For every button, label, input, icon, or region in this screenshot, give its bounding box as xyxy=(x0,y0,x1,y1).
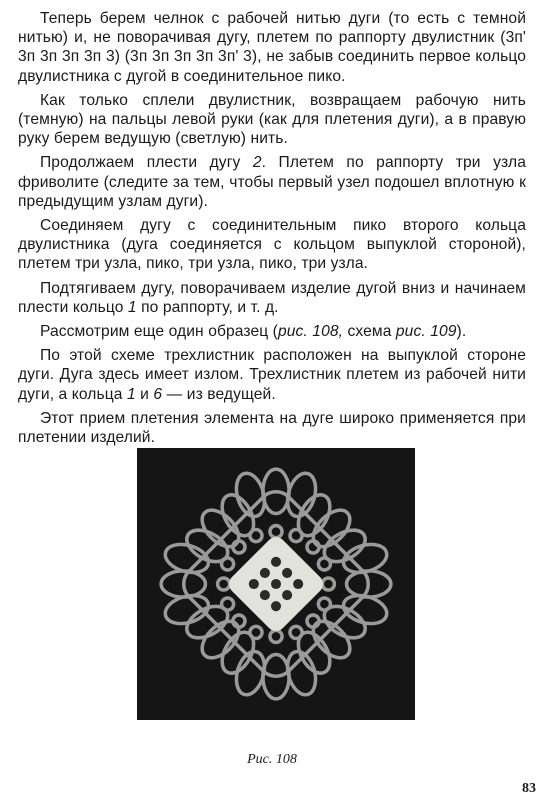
lace-picot xyxy=(220,556,236,572)
lace-center-dot xyxy=(293,579,303,589)
paragraph xyxy=(18,153,526,211)
lace-picot xyxy=(317,596,333,612)
lace-picot xyxy=(288,528,304,544)
lace-picot xyxy=(220,596,236,612)
lace-ring xyxy=(195,615,245,665)
text-run: ). xyxy=(456,323,467,341)
paragraph xyxy=(18,322,526,341)
text-run: Теперь берем челнок с рабочей нитью дуги (то есть с темной нитью) и, не поворачивая дугу, плетем по раппорту двулистник (3п' 3п 3п 3п 3п 3) (3п 3п 3п 3п 3п' 3), не забыв соединить первое кольцо двулистника с дугой в соединительное пико. xyxy=(18,10,526,85)
lace-picot xyxy=(322,578,334,590)
lace-center-dot xyxy=(282,590,292,600)
lace-center-dot xyxy=(271,579,281,589)
paragraph xyxy=(18,279,526,317)
lace-center-dot xyxy=(260,590,270,600)
text-run: по раппорту, и т. д. xyxy=(136,298,279,316)
italic-text: 1 xyxy=(127,298,137,316)
lace-center-dot xyxy=(271,601,281,611)
text-run: — из ведущей. xyxy=(162,385,276,403)
lace-ring xyxy=(216,490,260,541)
italic-text: 6 xyxy=(153,385,163,403)
italic-text: 2 xyxy=(252,154,262,172)
body-text xyxy=(18,9,526,447)
text-run: Рассмотрим еще один образец ( xyxy=(40,323,278,341)
lace-center-dot xyxy=(271,557,281,567)
lace-picot xyxy=(230,613,247,630)
lace-ring xyxy=(195,503,245,553)
lace-picot xyxy=(305,538,322,555)
text-run: схема xyxy=(343,323,396,341)
text-run: . Плетем по раппорту три узла фриволите (следите за тем, чтобы первый узел подошел вплотную к предыдущим узлам дуги). xyxy=(18,154,527,210)
paragraph xyxy=(18,346,526,404)
text-run: и xyxy=(135,385,154,403)
lace-center-dot xyxy=(260,568,270,578)
paragraph xyxy=(18,409,526,447)
lace-picot xyxy=(248,625,264,641)
text-run: По этой схеме трехлистник расположен на выпуклой стороне дуги. Дуга здесь имеет излом. Трехлистник плетем из рабочей нити дуги, а кольца xyxy=(18,347,526,403)
lace-picot xyxy=(317,556,333,572)
lace-picot xyxy=(288,625,304,641)
paragraph xyxy=(18,216,526,274)
lace-picot xyxy=(248,528,264,544)
lace-picot xyxy=(218,578,230,590)
lace-center-dot xyxy=(249,579,259,589)
lace-picot xyxy=(230,538,247,555)
text-run: Как только сплели двулистник, возвращаем рабочую нить (темную) на пальцы левой руки (как для плетения дуги), а в правую руку берем ведущую (светлую) нить. xyxy=(18,91,526,148)
lace-picot xyxy=(270,526,282,538)
lace-center-dot xyxy=(282,568,292,578)
lace-picot xyxy=(270,630,282,642)
tatting-motif-image xyxy=(145,453,407,715)
italic-text: рис. 108, xyxy=(277,323,344,341)
italic-text: 1 xyxy=(126,385,136,403)
lace-photo xyxy=(137,448,415,720)
page-number: 83 xyxy=(522,781,536,796)
paragraph xyxy=(18,9,526,86)
figure-caption: Рис. 108 xyxy=(247,752,297,767)
text-run: Продолжаем плести дугу xyxy=(40,154,253,172)
paragraph xyxy=(18,91,526,149)
lace-ring xyxy=(307,615,357,665)
italic-text: рис. 109 xyxy=(395,323,457,341)
text-run: Соединяем дугу с соединительным пико второго кольца двулистника (дуга соединяется с кольцом выпуклой стороной), плетем три узла, пико, три узла, пико, три узла. xyxy=(18,217,526,273)
text-run: Подтягиваем дугу, поворачиваем изделие дугой вниз и начинаем плести кольцо xyxy=(18,279,526,316)
text-run: Этот прием плетения элемента на дуге широко применяется при плетении изделий. xyxy=(18,409,526,447)
lace-picot xyxy=(305,613,322,630)
lace-ring xyxy=(307,503,357,553)
